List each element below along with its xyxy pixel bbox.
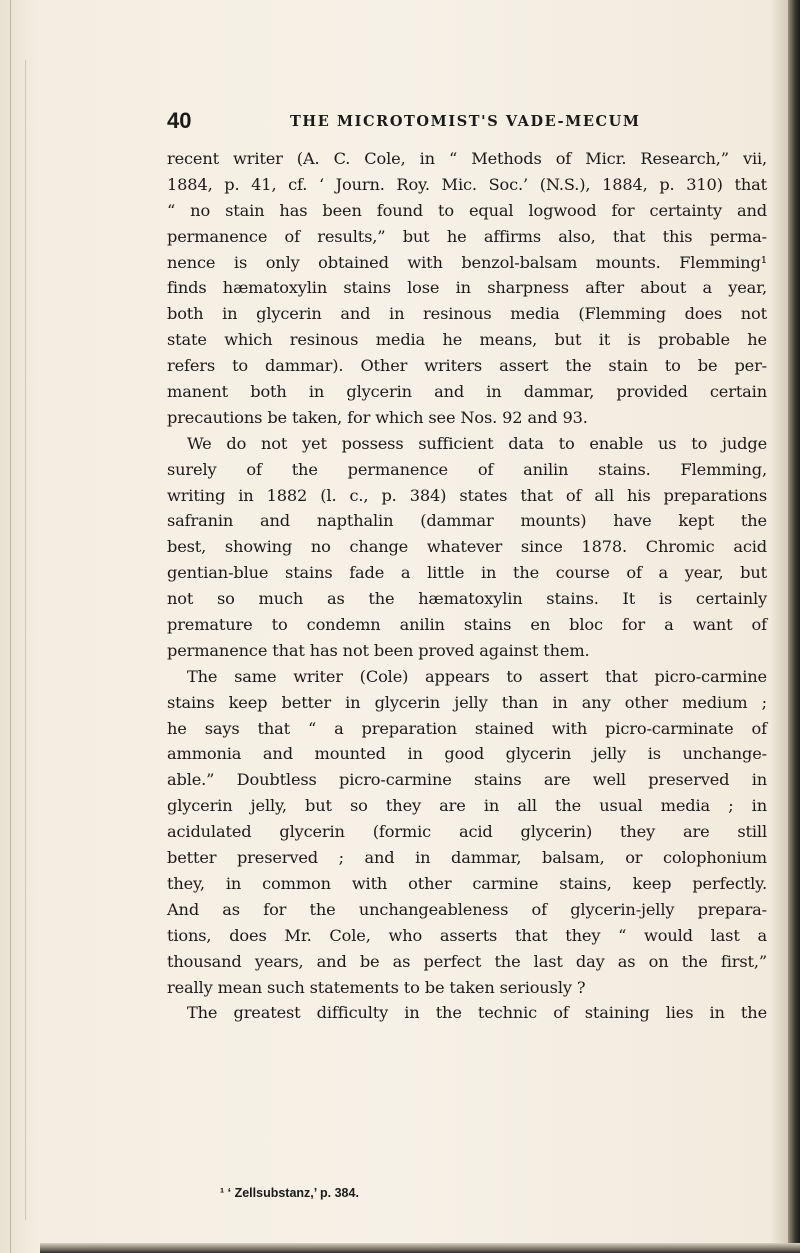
text-line: We do not yet possess sufficient data to enable us to judge	[187, 433, 767, 453]
text-line: thousand years, and be as perfect the last day as on the first,”	[167, 951, 767, 971]
text-line: best, showing no change whatever since 1878. Chromic acid	[167, 537, 767, 557]
text-line: stains keep better in glycerin jelly than in any other medium ;	[167, 692, 767, 712]
text-line: refers to dammar). Other writers assert the stain to be per-	[167, 356, 767, 376]
text-line: glycerin jelly, but so they are in all the usual media ; in	[167, 796, 767, 816]
text-line: tions, does Mr. Cole, who asserts that they “ would last a	[167, 925, 767, 945]
text-line: ammonia and mounted in good glycerin jelly is unchange-	[167, 744, 767, 764]
text-line: 1884, p. 41, cf. ‘ Journ. Roy. Mic. Soc.’ (N.S.), 1884, p. 310) that	[167, 174, 767, 194]
text-line: he says that “ a preparation stained with picro-carminate of	[167, 718, 767, 738]
body-text	[167, 146, 767, 1026]
text-line: premature to condemn anilin stains en bloc for a want of	[167, 615, 767, 635]
text-line: state which resinous media he means, but it is probable he	[167, 330, 767, 350]
text-line: nence is only obtained with benzol-balsam mounts. Flemming¹	[167, 252, 767, 272]
page-header	[167, 108, 767, 140]
text-line: they, in common with other carmine stains, keep perfectly.	[167, 873, 767, 893]
text-line: The greatest difficulty in the technic of staining lies in the	[187, 1003, 767, 1023]
text-line: able.” Doubtless picro-carmine stains are well preserved in	[167, 770, 767, 790]
binding-gutter	[10, 0, 51, 1253]
text-line: really mean such statements to be taken seriously ?	[167, 977, 586, 997]
page-number: 40	[167, 108, 192, 133]
text-line: acidulated glycerin (formic acid glycerin) they are still	[167, 822, 767, 842]
page-right-edge	[788, 0, 800, 1253]
text-line: writing in 1882 (l. c., p. 384) states that of all his preparations	[167, 485, 767, 505]
text-line: surely of the permanence of anilin stains. Flemming,	[167, 459, 767, 479]
text-line: permanence that has not been proved against them.	[167, 640, 590, 660]
footnote: ¹ ‘ Zellsubstanz,’ p. 384.	[220, 1186, 359, 1200]
text-line: precautions be taken, for which see Nos. 92 and 93.	[167, 407, 588, 427]
text-line: both in glycerin and in resinous media (Flemming does not	[167, 304, 767, 324]
page-bottom-edge	[40, 1243, 800, 1253]
text-line: safranin and napthalin (dammar mounts) have kept the	[167, 511, 767, 531]
text-line: gentian-blue stains fade a little in the course of a year, but	[167, 563, 767, 583]
text-line: manent both in glycerin and in dammar, provided certain	[167, 382, 767, 402]
text-line: And as for the unchangeableness of glycerin-jelly prepara-	[167, 899, 767, 919]
text-line: finds hæmatoxylin stains lose in sharpness after about a year,	[167, 278, 767, 298]
text-line: not so much as the hæmatoxylin stains. It is certainly	[167, 589, 767, 609]
text-line: The same writer (Cole) appears to assert that picro-carmine	[187, 666, 767, 686]
text-line: permanence of results,” but he affirms also, that this perma-	[167, 226, 767, 246]
text-line: “ no stain has been found to equal logwood for certainty and	[167, 200, 767, 220]
text-line: better preserved ; and in dammar, balsam, or colophonium	[167, 848, 767, 868]
running-head: THE MICROTOMIST'S VADE-MECUM	[290, 113, 641, 130]
text-line: recent writer (A. C. Cole, in “ Methods of Micr. Research,” vii,	[167, 149, 767, 168]
